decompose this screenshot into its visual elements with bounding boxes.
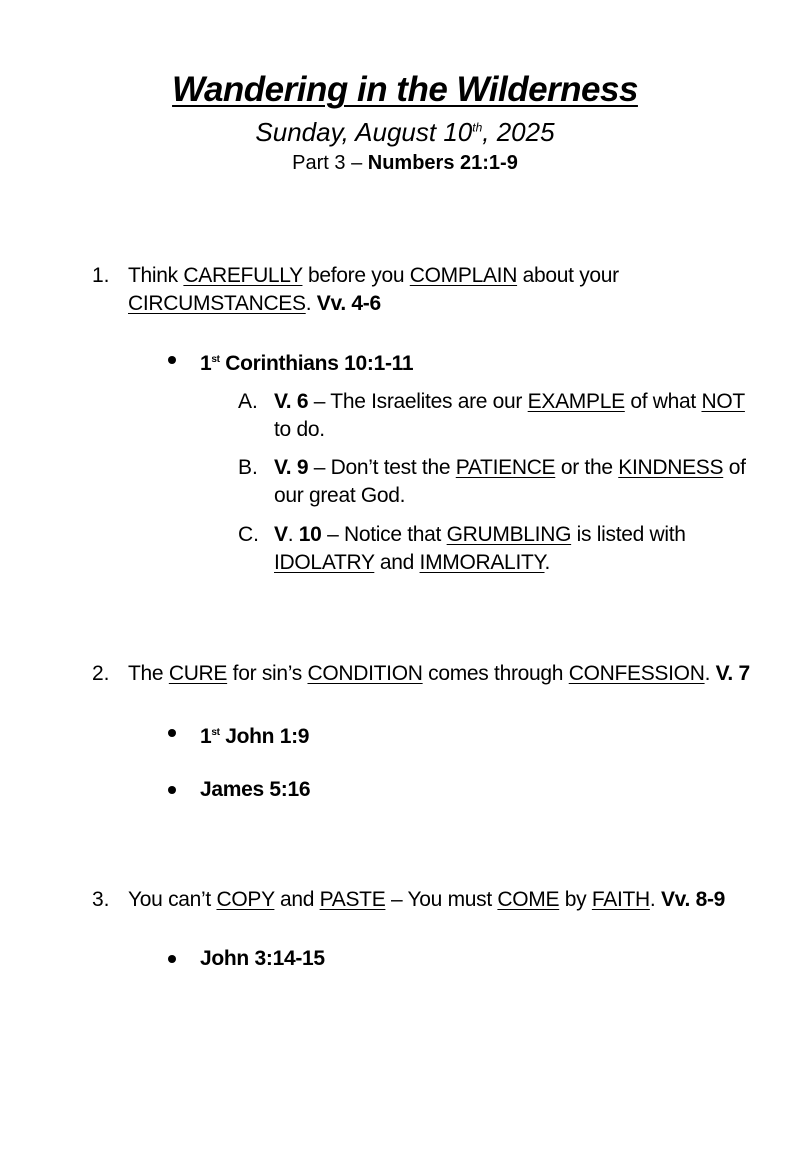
point-2-bullet-2: James 5:16: [200, 778, 311, 801]
point-3-bullet-1: John 3:14-15: [200, 947, 325, 970]
sub-b-line-1: V. 9 – Don’t test the PATIENCE or the KINDNESS of: [274, 456, 746, 479]
sub-c-line-1: V. 10 – Notice that GRUMBLING is listed with: [274, 523, 686, 546]
sub-b-letter: B.: [238, 456, 258, 479]
point-1-line-1: Think CAREFULLY before you COMPLAIN about your: [128, 264, 619, 287]
point-1-line-2: CIRCUMSTANCES. Vv. 4-6: [128, 292, 381, 315]
point-2-line-1: The CURE for sin’s CONDITION comes through CONFESSION. V. 7: [128, 662, 750, 685]
bullet-icon: [168, 729, 176, 737]
point-2-number: 2.: [92, 662, 110, 685]
sub-a-line-2: to do.: [274, 418, 325, 441]
sermon-part: Part 3 – Numbers 21:1-9: [292, 152, 518, 174]
point-2-bullet-1: 1st John 1:9: [200, 725, 310, 748]
sub-c-letter: C.: [238, 523, 259, 546]
sermon-date: Sunday, August 10th, 2025: [255, 117, 555, 147]
point-3-line-1: You can’t COPY and PASTE – You must COME by FAITH. Vv. 8-9: [128, 888, 726, 911]
bullet-icon: [168, 356, 176, 364]
sub-c-line-2: IDOLATRY and IMMORALITY.: [274, 551, 551, 574]
sub-a-letter: A.: [238, 390, 258, 413]
page-title: Wandering in the Wilderness: [172, 70, 638, 109]
sub-a-line-1: V. 6 – The Israelites are our EXAMPLE of what NOT: [274, 390, 745, 413]
point-3-number: 3.: [92, 888, 110, 911]
sub-b-line-2: our great God.: [274, 484, 406, 507]
bullet-icon: [168, 786, 176, 794]
point-1-bullet: 1st Corinthians 10:1-11: [200, 352, 414, 375]
bullet-icon: [168, 955, 176, 963]
point-1-number: 1.: [92, 264, 110, 287]
